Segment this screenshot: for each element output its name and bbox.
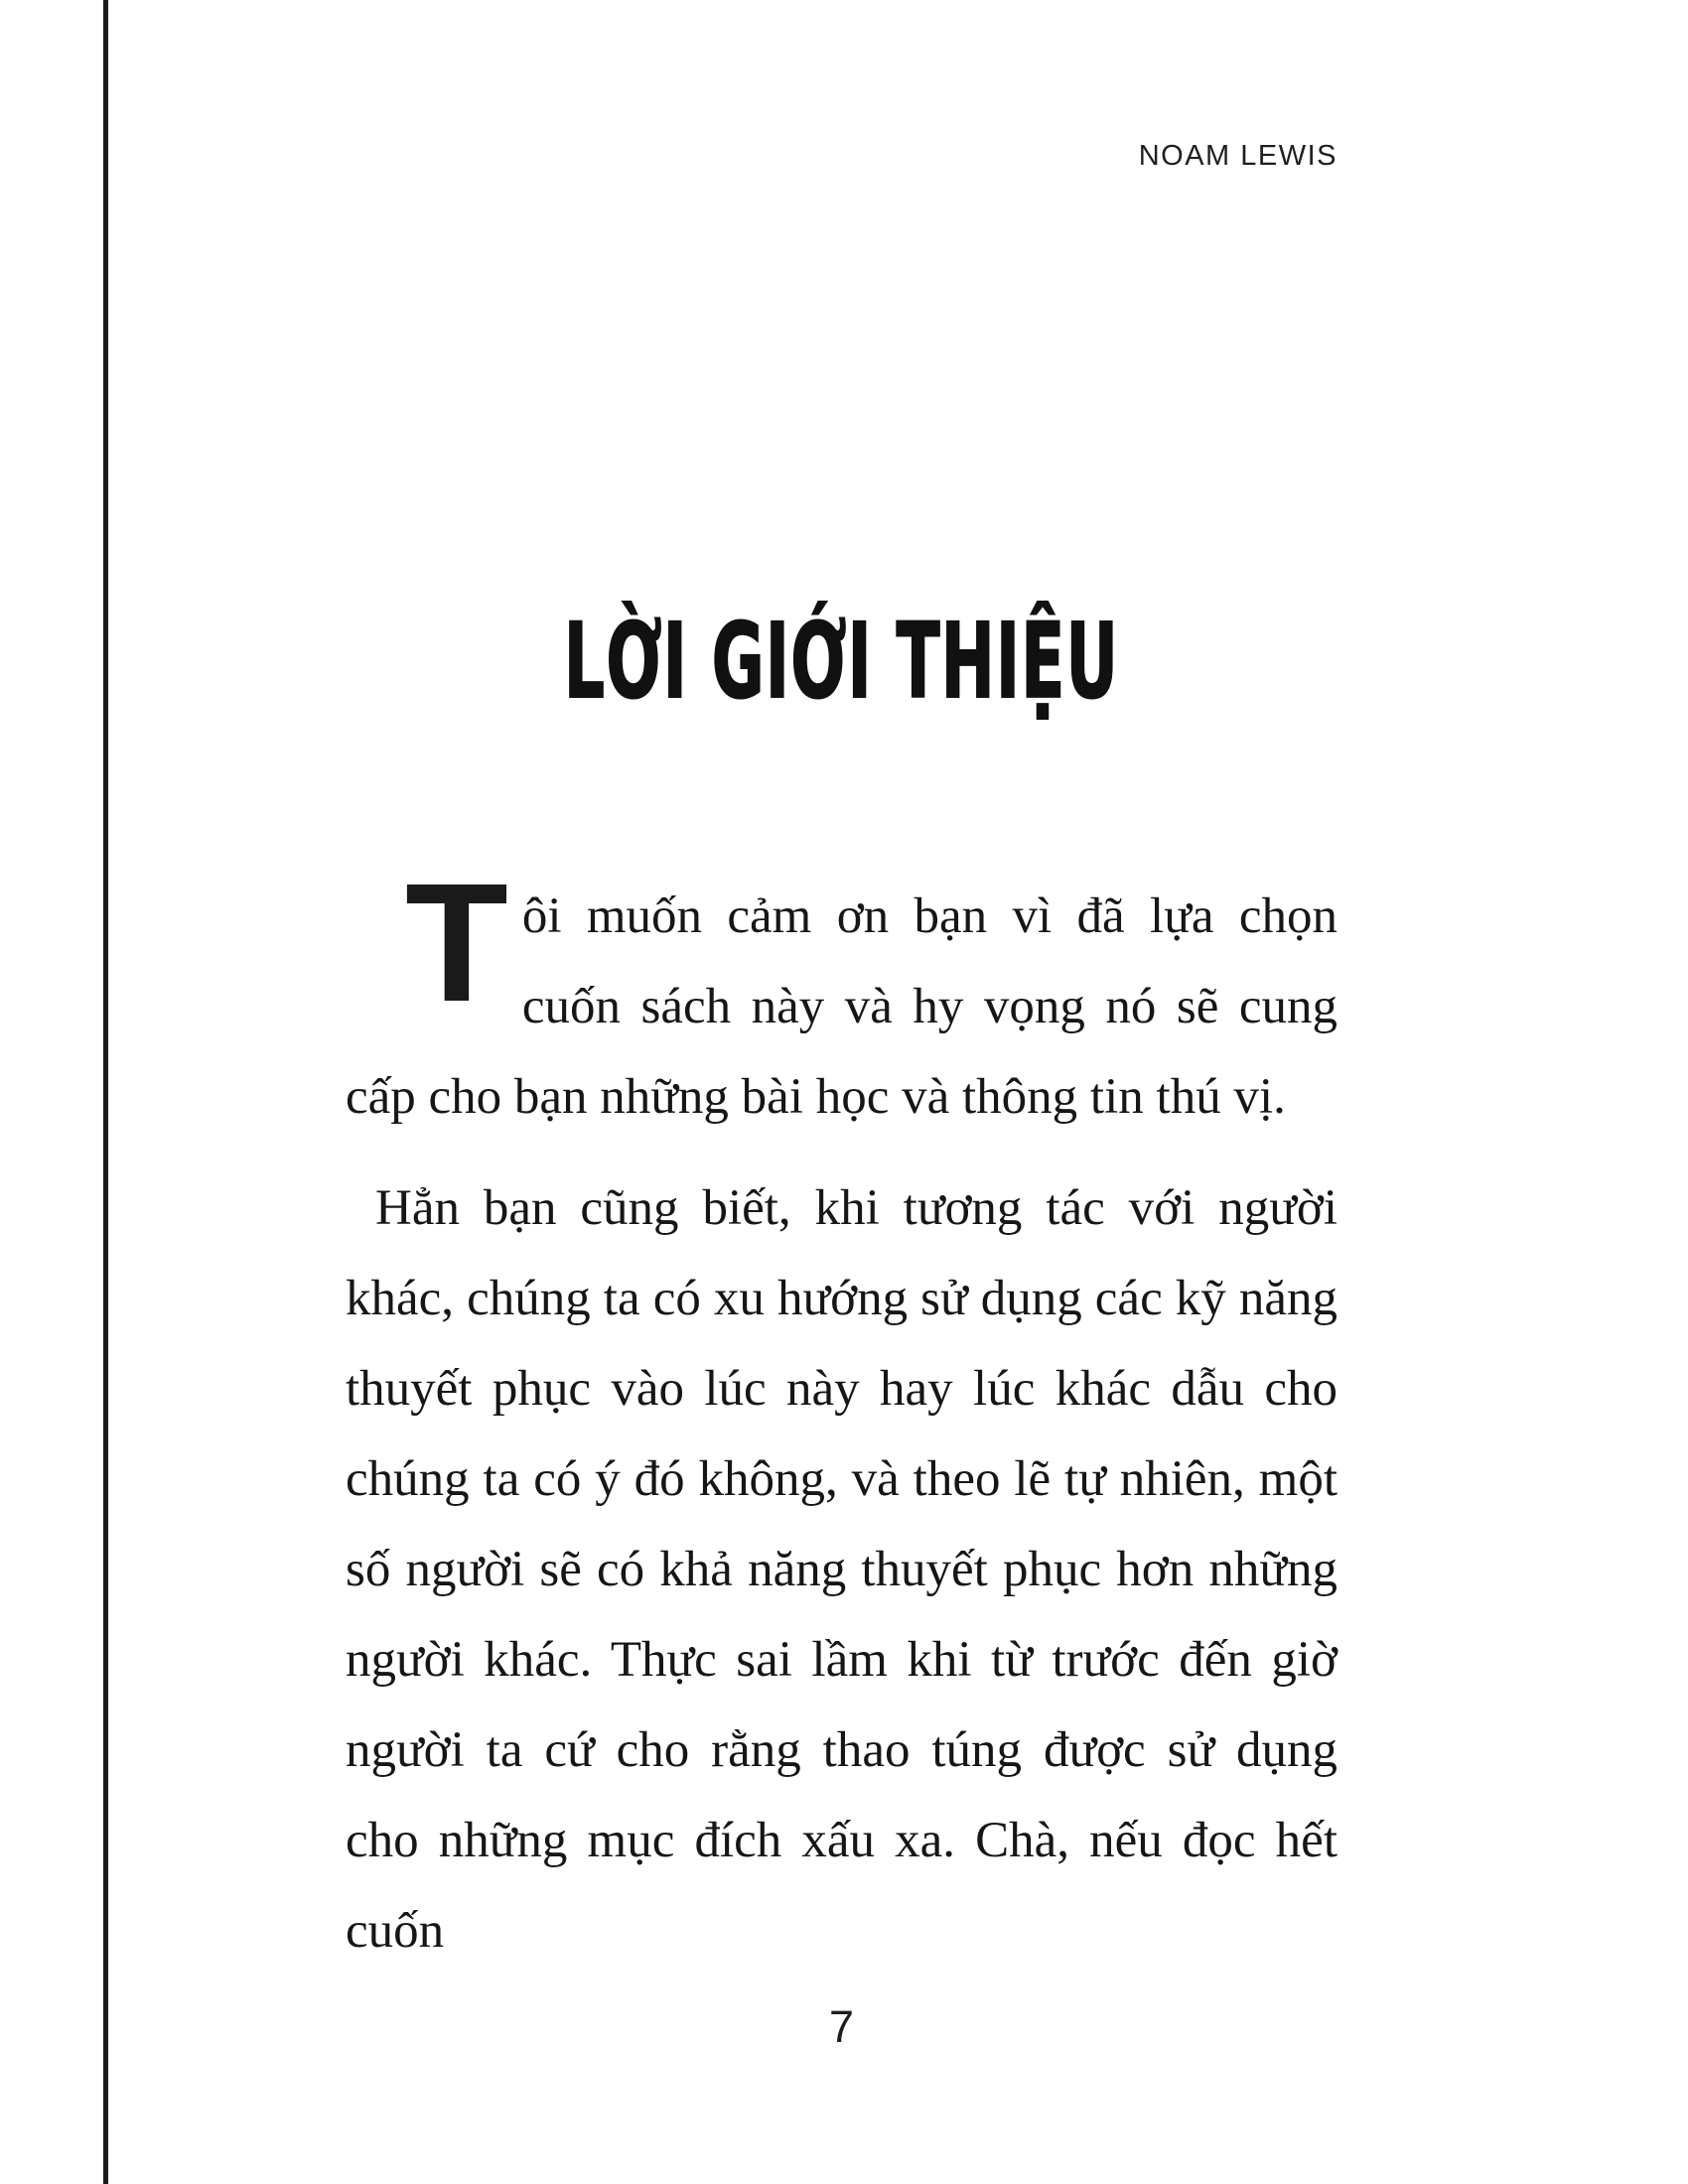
paragraph-intro [346, 849, 1337, 1143]
chapter-title: LỜI GIỚI THIỆU [563, 600, 1120, 722]
page-number: 7 [828, 2001, 855, 2052]
body-text-block [346, 849, 1337, 1977]
paragraph-intro-text: ôi muốn cảm ơn bạn vì đã lựa chọn cuốn sách này và hy vọng nó sẽ cung cấp cho bạn những bài học và thông tin thú vị. [346, 888, 1337, 1125]
drop-cap-letter: T [405, 849, 508, 1037]
paragraph-body: Hẳn bạn cũng biết, khi tương tác với người khác, chúng ta có xu hướng sử dụng các kỹ năng thuyết phục vào lúc này hay lúc khác dẫu cho chúng ta có ý đó không, và theo lẽ tự nhiên, một số người sẽ có khả năng thuyết phục hơn những người khác. Thực sai lầm khi từ trước đến giờ người ta cứ cho rằng thao túng được sử dụng cho những mục đích xấu xa. Chà, nếu đọc hết cuốn [346, 1180, 1337, 1959]
left-margin-rule [103, 0, 108, 2184]
running-header-author: NOAM LEWIS [1138, 140, 1337, 172]
